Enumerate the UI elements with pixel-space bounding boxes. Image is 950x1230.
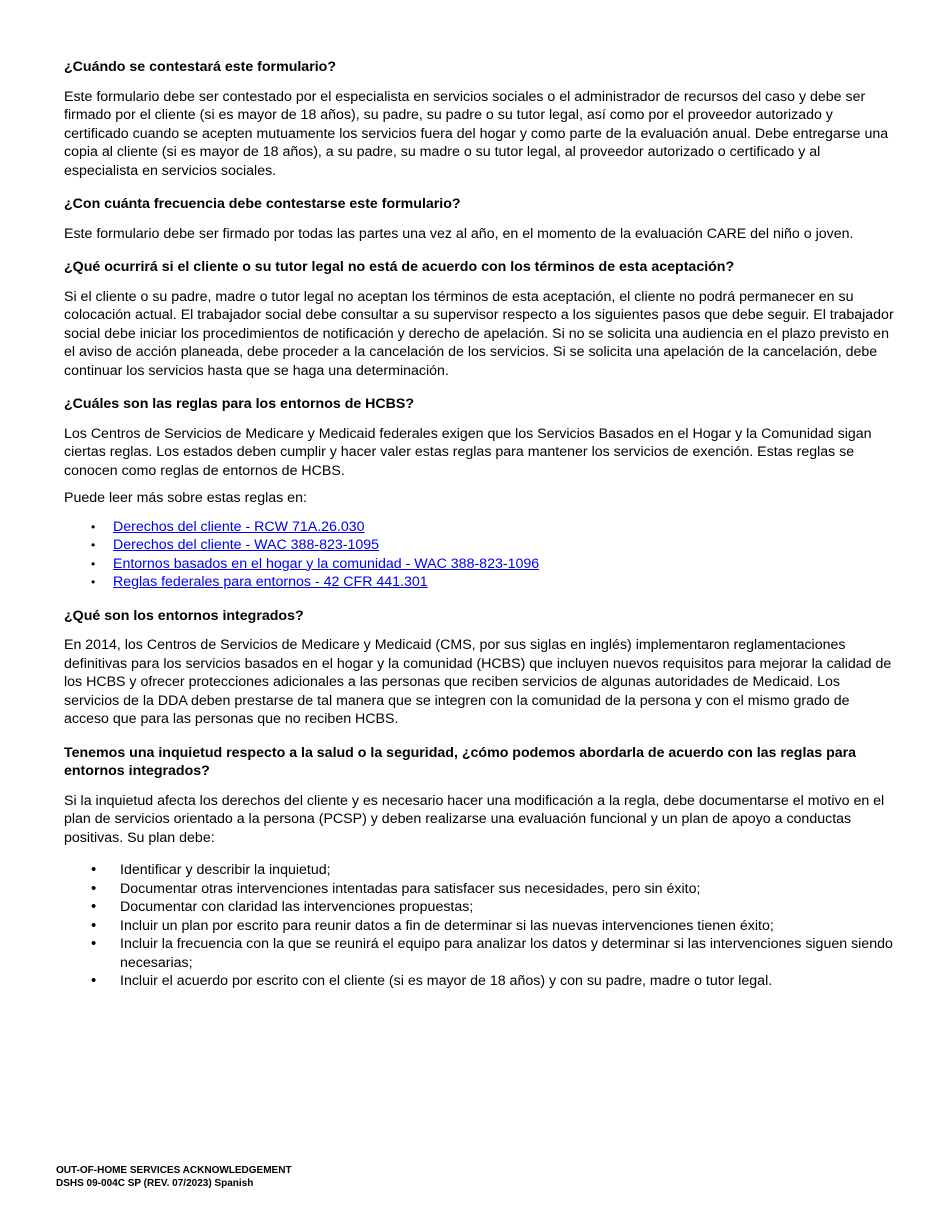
- footer-form-number: DSHS 09-004C SP (REV. 07/2023) Spanish: [56, 1177, 254, 1189]
- link-list-item: [64, 555, 894, 574]
- paragraph-when-answered: Este formulario debe ser contestado por el especialista en servicios sociales o el administrador de recursos del caso y debe ser firmado por el cliente (si es mayor de 18 años), su padre, su padre o su tutor legal, así como por el proveedor autorizado y certificado cuando se acepten mutuamente los servicios fuera del hogar y como parte de la evaluación anual. Debe entregarse una copia al cliente (si es mayor de 18 años), a su padre, su madre o su tutor legal, al proveedor autorizado o certificado y al especialista en servicios sociales.: [64, 88, 889, 179]
- link-wac-388-823-1096[interactable]: Entornos basados en el hogar y la comunidad - WAC 388-823-1096: [113, 555, 540, 572]
- link-rcw-71a-26-030[interactable]: Derechos del cliente - RCW 71A.26.030: [113, 518, 365, 535]
- paragraph-integrated-settings: En 2014, los Centros de Servicios de Medicare y Medicaid (CMS, por sus siglas en inglés) implementaron reglamentaciones definitivas para los servicios basados en el hogar y la comunidad (HCBS) que incluyen nuevos requisitos para mejorar la calidad de los HCBS y ofrecer protecciones adicionales a las personas que reciben servicios de algunas autoridades de Medicaid. Los servicios de la DDA deben prestarse de tal manera que se integren con la comunidad de la persona y con el mismo grado de acceso que para las personas que no reciben HCBS.: [64, 637, 892, 727]
- paragraph-disagreement: Si el cliente o su padre, madre o tutor legal no aceptan los términos de esta aceptación, el cliente no podrá permanecer en su colocación actual. El trabajador social debe consultar a su supervisor respecto a los siguientes pasos que debe seguir. El trabajador social debe iniciar los procedimientos de notificación y derecho de apelación. Si no se solicita una audiencia en el plazo previsto en el aviso de acción planeada, debe proceder a la cancelación de los servicios. Si se solicita una apelación de la cancelación, debe continuar los servicios hasta que se haga una determinación.: [64, 288, 894, 379]
- paragraph-hcbs-rules: Los Centros de Servicios de Medicare y Medicaid federales exigen que los Servicios Basados en el Hogar y la Comunidad sigan ciertas reglas. Los estados deben cumplir y hacer valer estas reglas para mantener los servicios de exención. Estas reglas se conocen como reglas de entornos de HCBS.: [64, 425, 872, 479]
- list-item: • Incluir la frecuencia con la que se reunirá el equipo para analizar los datos y determinar si las intervenciones siguen siendo necesarias;: [64, 935, 894, 972]
- footer-form-title: OUT-OF-HOME SERVICES ACKNOWLEDGEMENT: [56, 1165, 292, 1176]
- link-list-item: [64, 573, 894, 592]
- heading-when-answered: ¿Cuándo se contestará este formulario?: [64, 59, 336, 75]
- document-body: [64, 58, 894, 991]
- plan-requirements-list: [64, 861, 894, 991]
- link-wac-388-823-1095[interactable]: Derechos del cliente - WAC 388-823-1095: [113, 537, 380, 553]
- list-item: • Identificar y describir la inquietud;: [64, 861, 894, 880]
- list-item: • Documentar con claridad las intervenciones propuestas;: [64, 898, 894, 917]
- form-footer: [56, 1165, 292, 1190]
- heading-frequency: ¿Con cuánta frecuencia debe contestarse este formulario?: [64, 196, 461, 212]
- link-42-cfr-441-301[interactable]: Reglas federales para entornos - 42 CFR 441.301: [113, 574, 428, 590]
- paragraph-frequency: Este formulario debe ser firmado por todas las partes una vez al año, en el momento de la evaluación CARE del niño o joven.: [64, 225, 854, 242]
- link-list-item: [64, 536, 894, 555]
- rules-link-list: [64, 518, 894, 592]
- list-item: • Documentar otras intervenciones intentadas para satisfacer sus necesidades, pero sin éxito;: [64, 880, 894, 899]
- heading-integrated-settings: ¿Qué son los entornos integrados?: [64, 607, 304, 624]
- paragraph-read-more: Puede leer más sobre estas reglas en:: [64, 490, 307, 506]
- list-item: • Incluir un plan por escrito para reunir datos a fin de determinar si las nuevas intervenciones tienen éxito;: [64, 917, 894, 936]
- heading-health-safety: Tenemos una inquietud respecto a la salud o la seguridad, ¿cómo podemos abordarla de acuerdo con las reglas para entornos integrados?: [64, 744, 857, 779]
- paragraph-health-safety: Si la inquietud afecta los derechos del cliente y es necesario hacer una modificación a la regla, debe documentarse el motivo en el plan de servicios orientado a la persona (PCSP) y deben realizarse una evaluación funcional y un plan de apoyo a conductas positivas. Su plan debe:: [64, 792, 885, 846]
- link-list-item: [64, 518, 894, 537]
- heading-disagreement: ¿Qué ocurrirá si el cliente o su tutor legal no está de acuerdo con los términos de esta aceptación?: [64, 259, 735, 275]
- list-item: • Incluir el acuerdo por escrito con el cliente (si es mayor de 18 años) y con su padre, madre o tutor legal.: [64, 972, 894, 991]
- heading-hcbs-rules: ¿Cuáles son las reglas para los entornos de HCBS?: [64, 396, 415, 412]
